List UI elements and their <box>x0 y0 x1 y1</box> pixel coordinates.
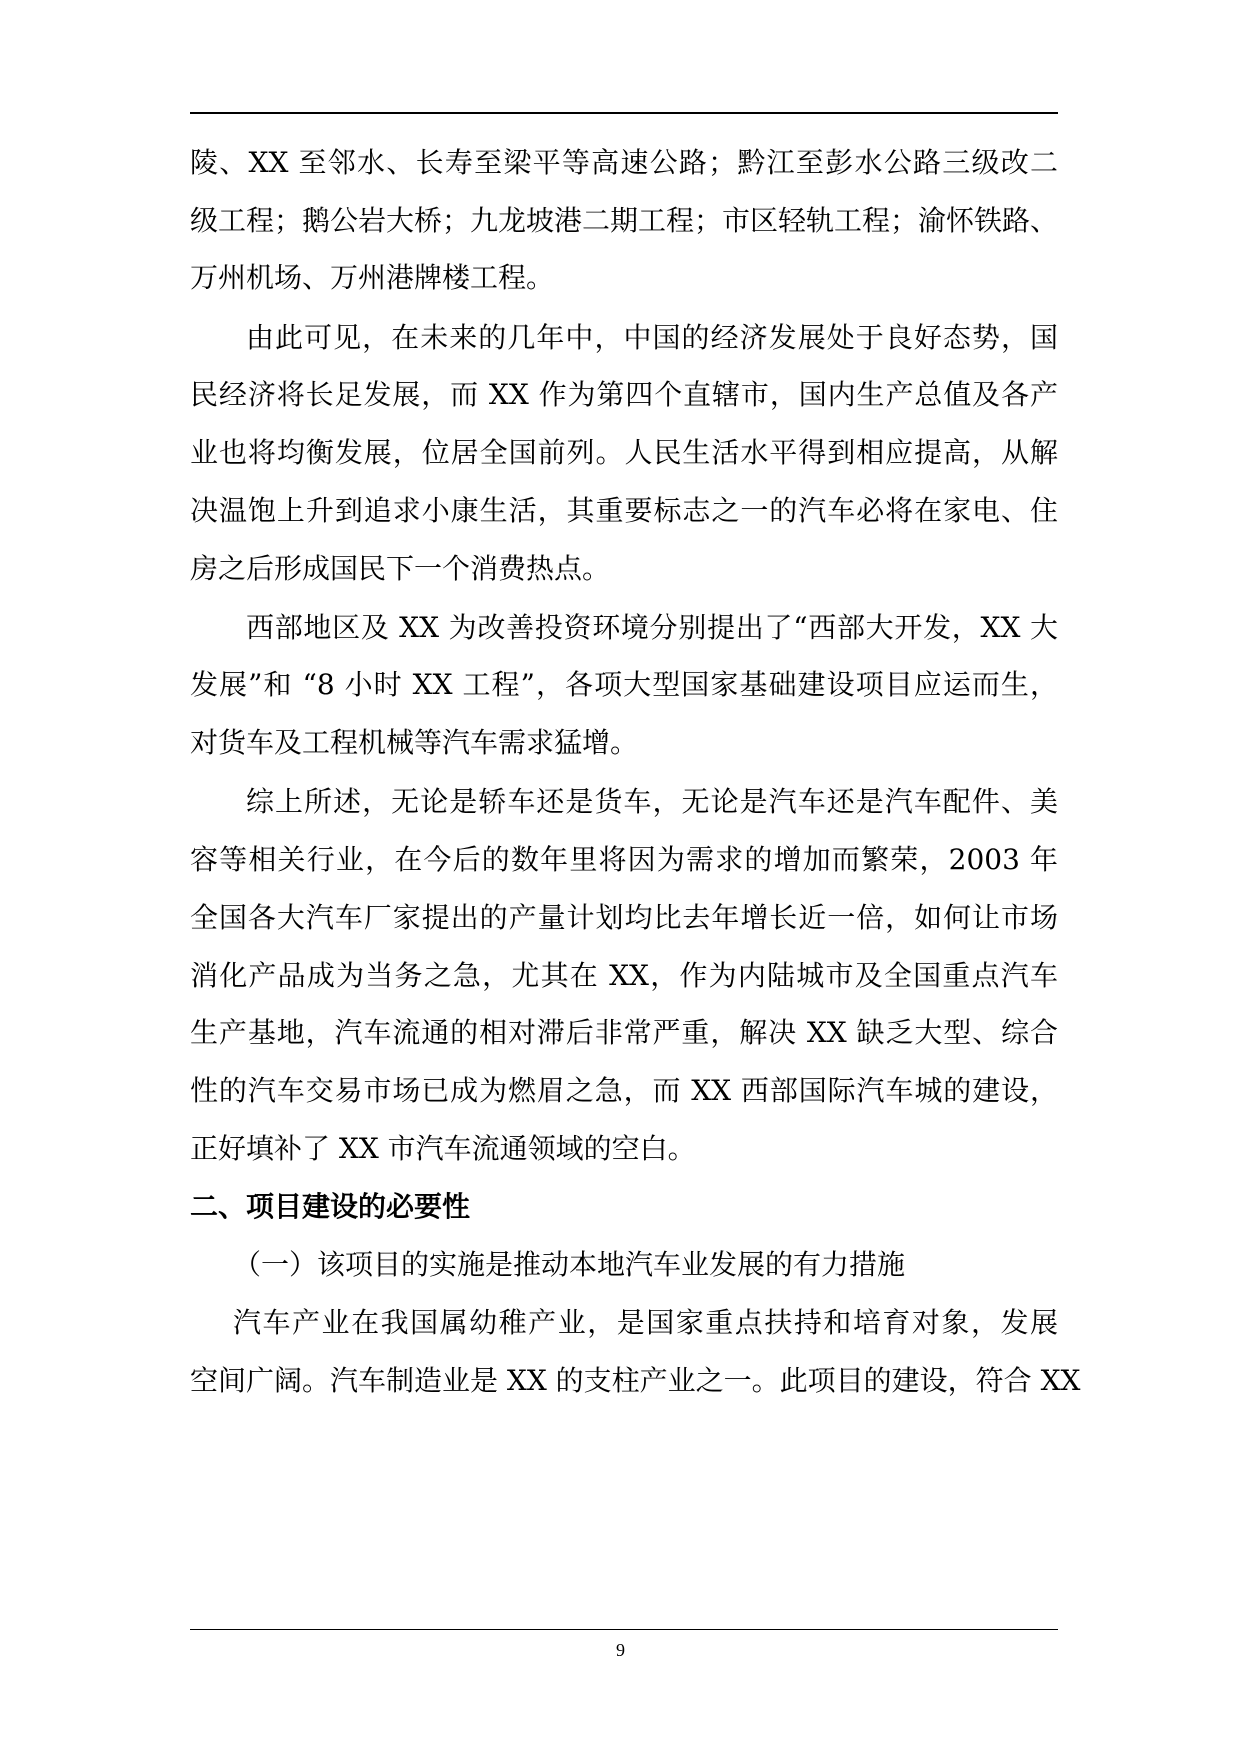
text-line: 级工程；鹅公岩大桥；九龙坡港二期工程；市区轻轨工程；渝怀铁路、 <box>190 204 1059 237</box>
text-line: 业也将均衡发展，位居全国前列。人民生活水平得到相应提高，从解 <box>190 436 1058 469</box>
page-number: 9 <box>616 1640 625 1660</box>
text-line: 容等相关行业，在今后的数年里将因为需求的增加而繁荣，2003 年 <box>190 843 1058 876</box>
subsection-heading: （一）该项目的实施是推动本地汽车业发展的有力措施 <box>233 1248 906 1281</box>
text-line: 全国各大汽车厂家提出的产量计划均比去年增长近一倍，如何让市场 <box>190 901 1058 934</box>
text-line: 生产基地，汽车流通的相对滞后非常严重，解决 XX 缺乏大型、综合 <box>190 1016 1058 1049</box>
text-line: 空间广阔。汽车制造业是 XX 的支柱产业之一。此项目的建设，符合 XX <box>190 1364 1081 1397</box>
text-line: 消化产品成为当务之急，尤其在 XX，作为内陆城市及全国重点汽车 <box>190 959 1058 992</box>
text-line: 发展”和 “8 小时 XX 工程”，各项大型国家基础建设项目应运而生， <box>190 668 1058 701</box>
footer-rule <box>190 1629 1058 1630</box>
text-line: 性的汽车交易市场已成为燃眉之急，而 XX 西部国际汽车城的建设， <box>190 1074 1058 1107</box>
text-line: 正好填补了 XX 市汽车流通领域的空白。 <box>190 1132 696 1165</box>
text-line: 房之后形成国民下一个消费热点。 <box>190 552 611 585</box>
text-line: 万州机场、万州港牌楼工程。 <box>190 261 555 294</box>
paragraph-first-line: 综上所述，无论是轿车还是货车，无论是汽车还是汽车配件、美 <box>246 785 1058 818</box>
header-rule <box>190 112 1058 114</box>
text-line: 决温饱上升到追求小康生活，其重要标志之一的汽车必将在家电、住 <box>190 494 1058 527</box>
paragraph-first-line: 汽车产业在我国属幼稚产业，是国家重点扶持和培育对象，发展 <box>233 1306 1058 1339</box>
section-heading: 二、项目建设的必要性 <box>190 1190 471 1223</box>
text-line: 对货车及工程机械等汽车需求猛增。 <box>190 726 639 759</box>
text-line: 陵、XX 至邻水、长寿至梁平等高速公路；黔江至彭水公路三级改二 <box>190 146 1058 179</box>
text-line: 民经济将长足发展，而 XX 作为第四个直辖市，国内生产总值及各产 <box>190 378 1058 411</box>
paragraph-first-line: 西部地区及 XX 为改善投资环境分别提出了“西部大开发，XX 大 <box>246 611 1058 644</box>
paragraph-first-line: 由此可见，在未来的几年中，中国的经济发展处于良好态势，国 <box>246 321 1058 354</box>
